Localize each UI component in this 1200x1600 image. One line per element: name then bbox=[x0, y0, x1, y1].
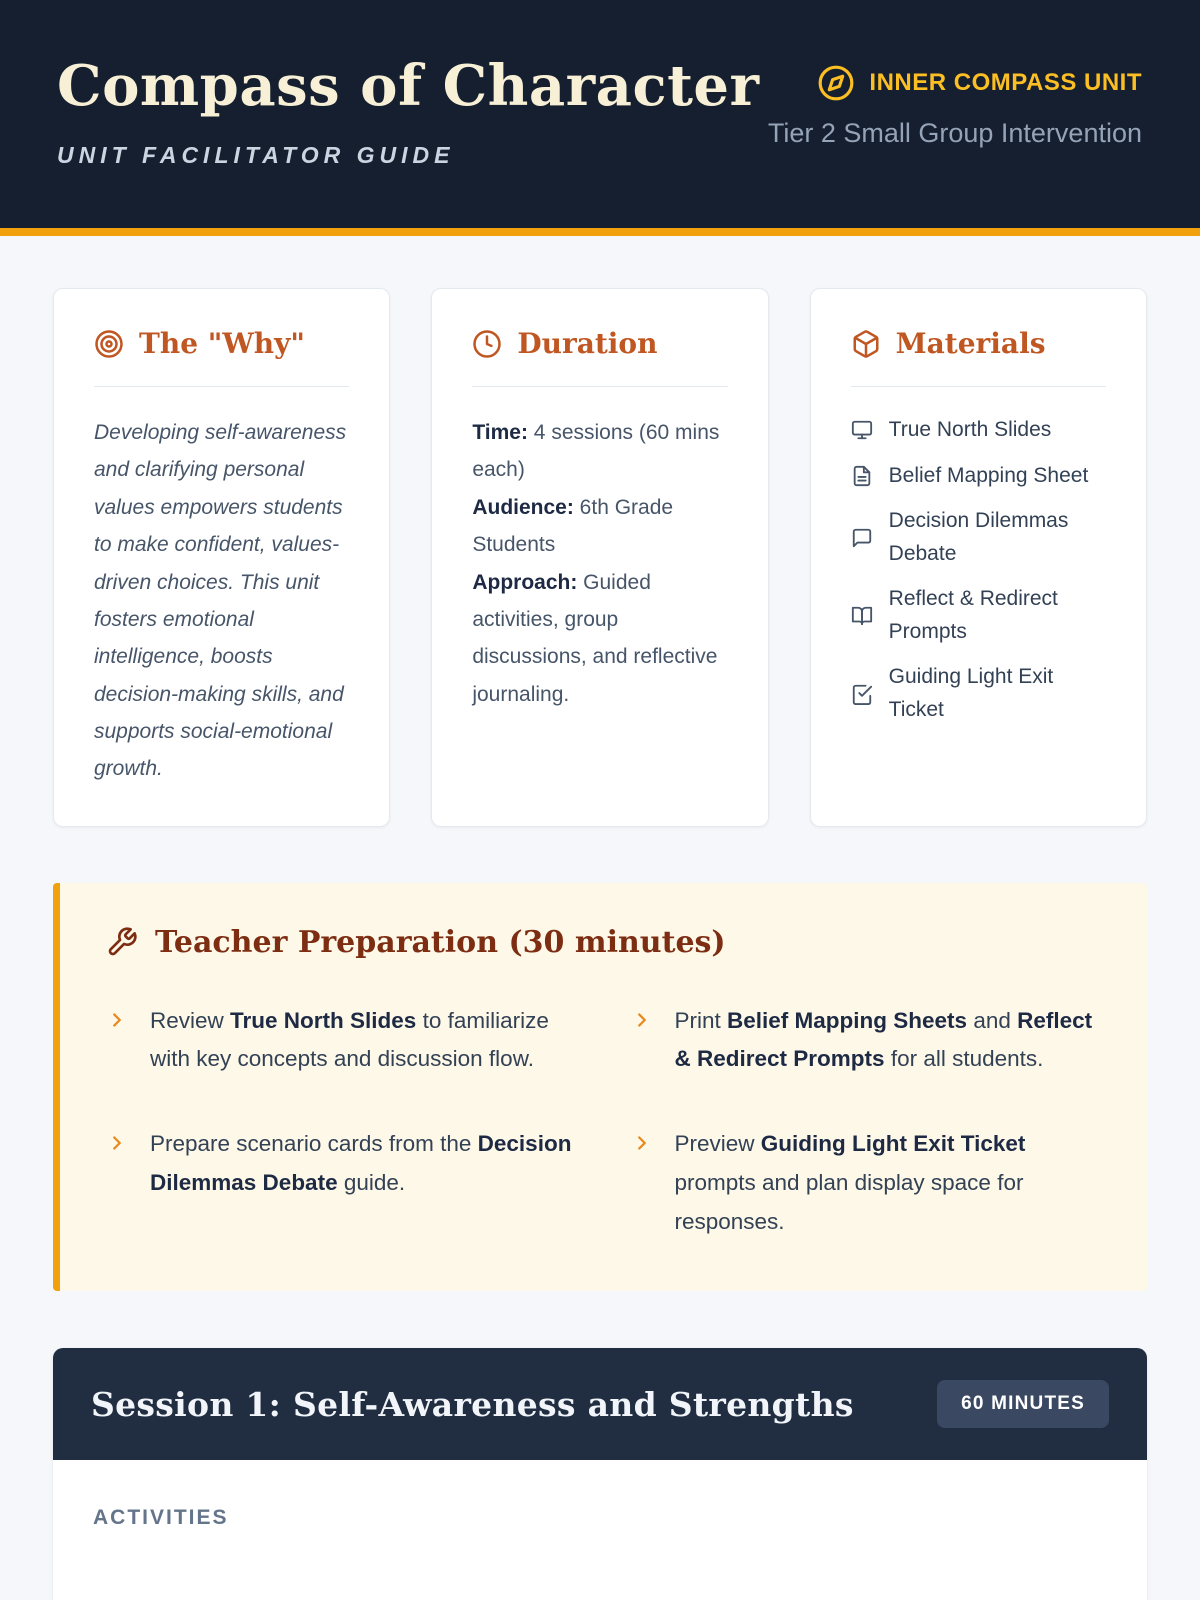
material-label: Decision Dilemmas Debate bbox=[888, 509, 1069, 565]
why-card-title: The "Why" bbox=[139, 327, 306, 360]
divider bbox=[94, 386, 349, 387]
prep-item-text: Print Belief Mapping Sheets and Reflect & Redirect Prompts for all students. bbox=[674, 1007, 1093, 1072]
prep-header bbox=[106, 925, 1099, 960]
header-right bbox=[768, 64, 1142, 149]
prep-item bbox=[106, 1125, 575, 1241]
duration-audience-value: 6th Grade Students bbox=[472, 495, 674, 557]
compass-icon bbox=[817, 64, 855, 102]
session-1-card bbox=[53, 1348, 1147, 1600]
duration-approach-line bbox=[472, 564, 727, 714]
check-square-icon bbox=[851, 683, 873, 705]
duration-audience-line bbox=[472, 489, 727, 564]
monitor-icon bbox=[851, 419, 873, 441]
why-card-header bbox=[94, 327, 349, 360]
duration-card bbox=[431, 288, 768, 827]
clock-icon bbox=[472, 329, 502, 359]
material-item bbox=[851, 505, 1106, 570]
materials-card bbox=[810, 288, 1147, 827]
header-left bbox=[57, 53, 760, 169]
material-item bbox=[851, 583, 1106, 648]
page-title: Compass of Character bbox=[57, 53, 760, 119]
book-open-icon bbox=[851, 605, 873, 627]
material-label: Guiding Light Exit Ticket bbox=[888, 665, 1054, 721]
unit-label-row bbox=[768, 64, 1142, 102]
message-bubble-icon bbox=[851, 527, 873, 549]
prep-item bbox=[631, 1002, 1100, 1079]
materials-card-title: Materials bbox=[895, 327, 1046, 360]
package-icon bbox=[851, 329, 881, 359]
materials-list bbox=[851, 414, 1106, 726]
chevron-right-icon bbox=[631, 1132, 653, 1154]
duration-audience-label: Audience: bbox=[472, 495, 574, 519]
divider bbox=[851, 386, 1106, 387]
material-label: True North Slides bbox=[888, 418, 1052, 441]
target-icon bbox=[94, 329, 124, 359]
prep-item bbox=[106, 1002, 575, 1079]
material-item bbox=[851, 460, 1106, 493]
prep-title: Teacher Preparation (30 minutes) bbox=[155, 924, 726, 960]
prep-item bbox=[631, 1125, 1100, 1241]
material-item bbox=[851, 661, 1106, 726]
session-1-body bbox=[53, 1460, 1147, 1600]
divider bbox=[472, 386, 727, 387]
page-header bbox=[0, 0, 1200, 236]
duration-approach-label: Approach: bbox=[472, 570, 578, 594]
unit-sublabel: Tier 2 Small Group Intervention bbox=[767, 118, 1142, 148]
duration-time-label: Time: bbox=[472, 421, 528, 444]
session-1-title: Session 1: Self-Awareness and Strengths bbox=[91, 1384, 854, 1424]
session-duration-badge: 60 MINUTES bbox=[937, 1380, 1109, 1428]
material-label: Belief Mapping Sheet bbox=[888, 463, 1089, 487]
prep-item-text: Preview Guiding Light Exit Ticket prompts and plan display space for responses. bbox=[674, 1131, 1026, 1234]
chevron-right-icon bbox=[106, 1132, 128, 1154]
duration-card-header bbox=[472, 327, 727, 360]
session-1-header bbox=[53, 1348, 1147, 1460]
duration-card-title: Duration bbox=[517, 327, 658, 360]
material-label: Reflect & Redirect Prompts bbox=[888, 587, 1058, 643]
prep-item-text: Prepare scenario cards from the Decision Dilemmas Debate guide. bbox=[150, 1131, 572, 1195]
wrench-icon bbox=[106, 926, 138, 958]
prep-item-text: Review True North Slides to familiarize with key concepts and discussion flow. bbox=[150, 1007, 549, 1072]
duration-time-line bbox=[472, 414, 727, 489]
teacher-preparation-panel bbox=[53, 883, 1147, 1291]
why-card-body: Developing self-awareness and clarifying personal values empowers students to make confident, values-driven choices. This unit fosters emotional intelligence, boosts decision-making skills, and supports social-emotional growth. bbox=[94, 421, 347, 781]
duration-approach-value: Guided activities, group discussions, and reflective journaling. bbox=[472, 570, 718, 706]
material-item bbox=[851, 414, 1106, 447]
page-subtitle: UNIT FACILITATOR GUIDE bbox=[57, 142, 455, 168]
chevron-right-icon bbox=[106, 1009, 128, 1031]
unit-label: INNER COMPASS UNIT bbox=[869, 69, 1142, 96]
info-cards-row bbox=[53, 288, 1147, 827]
prep-items-grid bbox=[106, 1002, 1099, 1241]
file-text-icon bbox=[851, 465, 873, 487]
why-card bbox=[53, 288, 390, 827]
chevron-right-icon bbox=[631, 1009, 653, 1031]
activities-section-label: ACTIVITIES bbox=[93, 1506, 229, 1530]
duration-time-value: 4 sessions (60 mins each) bbox=[472, 421, 720, 482]
materials-card-header bbox=[851, 327, 1106, 360]
